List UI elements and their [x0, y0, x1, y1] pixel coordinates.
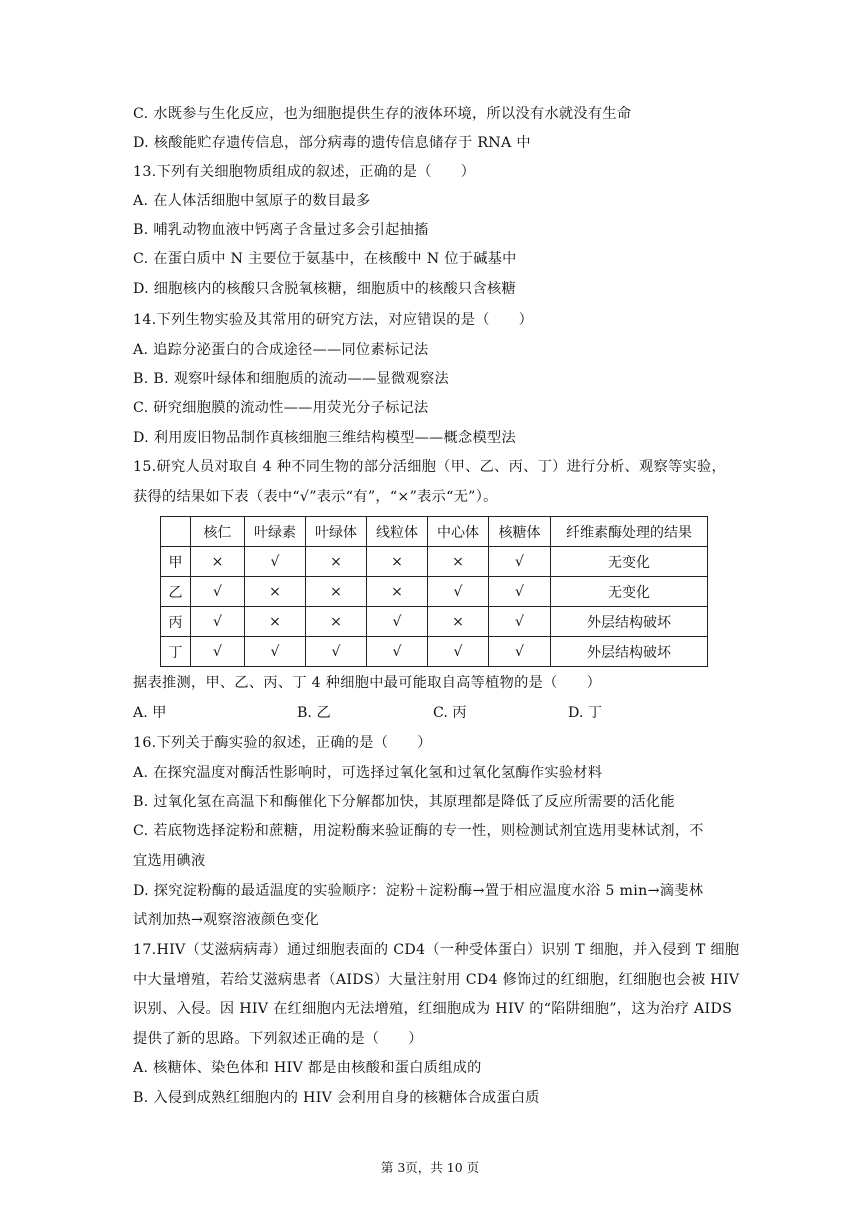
table-header-cell — [161, 517, 191, 547]
table-cell: 无变化 — [551, 547, 708, 577]
q16-option-b: B. 过氧化氢在高温下和酶催化下分解都加快，其原理都是降低了反应所需要的活化能 — [133, 794, 675, 810]
q16-option-c-cont: 宜选用碘液 — [133, 853, 206, 869]
q13-option-b: B. 哺乳动物血液中钙离子含量过多会引起抽搐 — [133, 222, 429, 238]
table-row — [161, 607, 708, 637]
q17-stem-line1: 17.HIV（艾滋病病毒）通过细胞表面的 CD4（一种受体蛋白）识别 T 细胞，并入侵到 T 细胞 — [133, 942, 740, 958]
table-cell: × — [428, 607, 489, 637]
q15-option-a: A. 甲 — [133, 705, 167, 721]
q14-option-a: A. 追踪分泌蛋白的合成途径——同位素标记法 — [133, 342, 429, 358]
table-cell: √ — [245, 547, 306, 577]
q17-stem-line2: 中大量增殖，若给艾滋病患者（AIDS）大量注射用 CD4 修饰过的红细胞，红细胞也会被 HIV — [133, 972, 740, 988]
table-header-cell: 线粒体 — [367, 517, 428, 547]
q17-stem-line3: 识别、入侵。因 HIV 在红细胞内无法增殖，红细胞成为 HIV 的“陷阱细胞”，这为治疗 AIDS — [133, 1001, 733, 1017]
table-cell: √ — [367, 607, 428, 637]
table-cell: 外层结构破坏 — [551, 637, 708, 667]
table-cell: × — [306, 607, 367, 637]
q17-stem-line4: 提供了新的思路。下列叙述正确的是（ ） — [133, 1031, 423, 1047]
q13-option-d: D. 细胞核内的核酸只含脱氧核糖，细胞质中的核酸只含核糖 — [133, 281, 516, 297]
q16-option-d: D. 探究淀粉酶的最适温度的实验顺序：淀粉＋淀粉酶→置于相应温度水浴 5 min→滴斐林 — [133, 883, 704, 899]
table-cell: √ — [489, 637, 551, 667]
table-row — [161, 637, 708, 667]
table-cell: √ — [489, 577, 551, 607]
table-cell: √ — [428, 637, 489, 667]
table-header-cell: 纤维素酶处理的结果 — [551, 517, 708, 547]
table-header-cell: 叶绿体 — [306, 517, 367, 547]
table-cell: 丁 — [161, 637, 191, 667]
table-cell: × — [306, 577, 367, 607]
q15-option-c: C. 丙 — [433, 705, 467, 721]
q12-option-d: D. 核酸能贮存遗传信息，部分病毒的遗传信息储存于 RNA 中 — [133, 135, 531, 151]
table-cell: √ — [191, 607, 245, 637]
table-header-cell: 核仁 — [191, 517, 245, 547]
q14-stem: 14.下列生物实验及其常用的研究方法，对应错误的是（ ） — [133, 312, 534, 328]
table-cell: √ — [245, 637, 306, 667]
q16-option-c: C. 若底物选择淀粉和蔗糖，用淀粉酶来验证酶的专一性，则检测试剂宜选用斐林试剂，不 — [133, 823, 704, 839]
table-row — [161, 577, 708, 607]
table-cell: √ — [191, 637, 245, 667]
q17-option-b: B. 入侵到成熟红细胞内的 HIV 会利用自身的核糖体合成蛋白质 — [133, 1090, 540, 1106]
table-cell: √ — [428, 577, 489, 607]
table-header-cell: 中心体 — [428, 517, 489, 547]
q13-option-a: A. 在人体活细胞中氢原子的数目最多 — [133, 193, 371, 209]
table-cell: √ — [489, 547, 551, 577]
table-cell: × — [367, 577, 428, 607]
table-header-cell: 核糖体 — [489, 517, 551, 547]
table-cell: 甲 — [161, 547, 191, 577]
table-cell: × — [245, 577, 306, 607]
q14-option-d: D. 利用废旧物品制作真核细胞三维结构模型——概念模型法 — [133, 430, 516, 446]
table-cell: 外层结构破坏 — [551, 607, 708, 637]
q17-option-a: A. 核糖体、染色体和 HIV 都是由核酸和蛋白质组成的 — [133, 1060, 482, 1076]
q15-option-b: B. 乙 — [297, 705, 331, 721]
table-cell: √ — [367, 637, 428, 667]
q15-stem-line1: 15.研究人员对取自 4 种不同生物的部分活细胞（甲、乙、丙、丁）进行分析、观察等实验， — [133, 459, 726, 475]
q15-option-d: D. 丁 — [568, 705, 603, 721]
table-cell: 丙 — [161, 607, 191, 637]
q14-option-b: B. B. 观察叶绿体和细胞质的流动——显微观察法 — [133, 371, 449, 387]
q12-option-c: C. 水既参与生化反应，也为细胞提供生存的液体环境，所以没有水就没有生命 — [133, 106, 632, 122]
q15-stem-line2: 获得的结果如下表（表中“√”表示“有”，“×”表示“无”）。 — [133, 489, 498, 505]
cell-structure-table — [160, 516, 708, 667]
q15-question: 据表推测，甲、乙、丙、丁 4 种细胞中最可能取自高等植物的是（ ） — [133, 675, 602, 691]
table-header-cell: 叶绿素 — [245, 517, 306, 547]
table-cell: √ — [306, 637, 367, 667]
table-cell: × — [245, 607, 306, 637]
table-cell: × — [191, 547, 245, 577]
table-cell: √ — [489, 607, 551, 637]
table-cell: 无变化 — [551, 577, 708, 607]
q13-stem: 13.下列有关细胞物质组成的叙述，正确的是（ ） — [133, 164, 476, 180]
table-header-row — [161, 517, 708, 547]
page-number: 第 3页，共 10 页 — [380, 1160, 480, 1175]
table-row — [161, 547, 708, 577]
table-cell: × — [428, 547, 489, 577]
q16-stem: 16.下列关于酶实验的叙述，正确的是（ ） — [133, 735, 432, 751]
table-cell: √ — [191, 577, 245, 607]
q14-option-c: C. 研究细胞膜的流动性——用荧光分子标记法 — [133, 400, 429, 416]
q13-option-c: C. 在蛋白质中 N 主要位于氨基中，在核酸中 N 位于碱基中 — [133, 251, 517, 267]
q16-option-d-cont: 试剂加热→观察溶液颜色变化 — [133, 912, 320, 928]
table-cell: × — [306, 547, 367, 577]
table-cell: 乙 — [161, 577, 191, 607]
table-cell: × — [367, 547, 428, 577]
q16-option-a: A. 在探究温度对酶活性影响时，可选择过氧化氢和过氧化氢酶作实验材料 — [133, 765, 603, 781]
